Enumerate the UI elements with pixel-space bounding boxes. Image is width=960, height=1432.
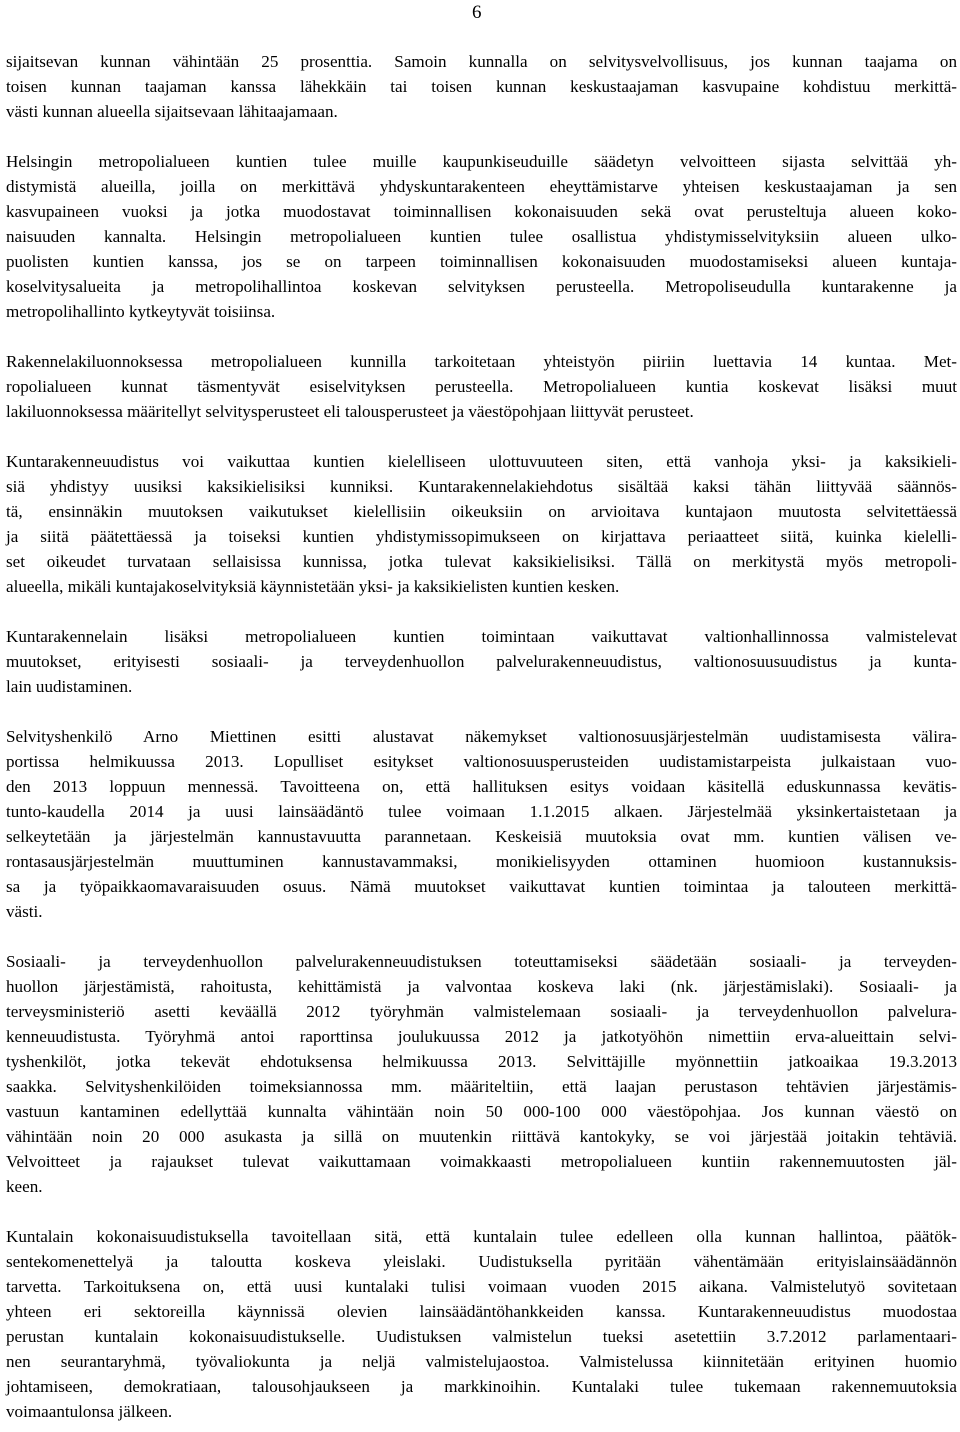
text-line: västi kunnan alueella sijaitsevaan lähitaajamaan. — [6, 102, 338, 121]
text-line: huollon järjestämistä, rahoitusta, kehittämistä ja valvontaa koskeva laki (nk. järjestämislaki). Sosiaali- ja — [6, 977, 957, 996]
text-line: Kuntarakenneuudistus voi vaikuttaa kuntien kielelliseen ulottuvuuteen siten, että vanhoja yksi- ja kaksikieli- — [6, 452, 957, 471]
text-line: johtamiseen, demokratiaan, talousohjaukseen ja markkinoihin. Kuntalaki tulee tukemaan rakennemuutoksia — [6, 1377, 957, 1396]
paragraph — [6, 1224, 957, 1424]
text-line: terveysministeriö asetti keväällä 2012 työryhmän valmistelemaan sosiaali- ja terveydenhuollon palvelura- — [6, 1002, 957, 1021]
text-line: ja siitä päätettäessä ja toiseksi kuntien yhdistymissopimukseen on kirjattava periaatteet siitä, kuinka kielelli- — [6, 527, 957, 546]
text-line: tyshenkilöt, jotka tekevät ehdotuksensa helmikuussa 2013. Selvittäjille myönnettiin jatkoaikaa 19.3.2013 — [6, 1052, 957, 1071]
text-line: naisuuden kannalta. Helsingin metropolialueen kuntien tulee osallistua yhdistymisselvityksiin alueen ulko- — [6, 227, 957, 246]
text-line: siä yhdistyy uusiksi kaksikielisiksi kunniksi. Kuntarakennelakiehdotus sisältää kaksi tähän liittyvää säännös- — [6, 477, 957, 496]
text-line: Kuntarakennelain lisäksi metropolialueen kuntien toimintaan vaikuttavat valtionhallinnossa valmistelevat — [6, 627, 957, 646]
text-line: Velvoitteet ja rajaukset tulevat vaikuttamaan voimakkaasti metropolialueen kuntiin rakennemuutosten jäl- — [6, 1152, 957, 1171]
text-line: Sosiaali- ja terveydenhuollon palvelurakenneuudistuksen toteuttamiseksi säädetään sosiaali- ja terveyden- — [6, 952, 957, 971]
text-line: tarvetta. Tarkoituksena on, että uusi kuntalaki tulisi voimaan vuoden 2015 aikana. Valmistelutyö sovitetaan — [6, 1277, 957, 1296]
paragraph — [6, 149, 957, 324]
text-line: koselvitysalueita ja metropolihallintoa koskevan selvityksen perusteella. Metropoliseudulla kuntarakenne ja — [6, 277, 957, 296]
text-line: perustan kuntalain kokonaisuudistukselle. Uudistuksen valmistelun tueksi asetettiin 3.7.2012 parlamentaari- — [6, 1327, 957, 1346]
text-line: den 2013 loppuun mennessä. Tavoitteena on, että hallituksen esitys voidaan käsitellä eduskunnassa kevätis- — [6, 777, 957, 796]
text-line: nen seurantaryhmä, työvaliokunta ja neljä valmistelujaostoa. Valmistelussa kiinnitetään erityinen huomio — [6, 1352, 957, 1371]
text-line: keen. — [6, 1177, 43, 1196]
text-line: tä, ensinnäkin muutoksen vaikutukset kielellisiin oikeuksiin on arvioitava kuntajaon muutosta selvitettäessä — [6, 502, 957, 521]
text-line: Rakennelakiluonnoksessa metropolialueen kunnilla tarkoitetaan yhteistyön piiriin luettavia 14 kuntaa. Met- — [6, 352, 957, 371]
text-line: lain uudistaminen. — [6, 677, 133, 696]
text-line: saakka. Selvityshenkilöiden toimeksiannossa mm. määriteltiin, että laajan perustason tehtävien järjestämis- — [6, 1077, 957, 1096]
text-line: lakiluonnoksessa määritellyt selvitysperusteet eli talousperusteet ja väestöpohjaan liittyvät perusteet. — [6, 402, 694, 421]
text-line: kasvupaineen vuoksi ja jotka muodostavat toiminnallisen kokonaisuuden sekä ovat perusteltuja alueen koko- — [6, 202, 957, 221]
text-line: muutokset, erityisesti sosiaali- ja terveydenhuollon palvelurakenneuudistus, valtionosuusuudistus ja kunta- — [6, 652, 957, 671]
text-line: set oikeudet turvataan sellaisissa kunnissa, jotka tulevat kaksikielisiksi. Tällä on merkitystä myös metropoli- — [6, 552, 957, 571]
text-line: selkeytetään ja järjestelmän kannustavuutta parannetaan. Keskeisiä muutoksia ovat mm. kuntien välisen ve- — [6, 827, 957, 846]
page-number: 6 — [472, 2, 482, 23]
text-line: vastuun kantaminen edellyttää kunnalta vähintään noin 50 000-100 000 väestöpohjaa. Jos kunnan väestö on — [6, 1102, 957, 1121]
paragraph — [6, 449, 957, 599]
paragraph — [6, 724, 957, 924]
text-line: sentekomenettelyä ja taloutta koskeva yleislaki. Uudistuksella pyritään vähentämään erityislainsäädännön — [6, 1252, 957, 1271]
text-line: puolisten kuntien kanssa, jos se on tarpeen toiminnallisen kokonaisuuden muodostamiseksi alueen kuntaja- — [6, 252, 957, 271]
paragraph — [6, 624, 957, 699]
text-line: kenneuudistusta. Työryhmä antoi raporttinsa joulukuussa 2012 ja jatkotyöhön nimettiin erva-alueittain selvi- — [6, 1027, 957, 1046]
text-line: västi. — [6, 902, 43, 921]
text-line: tunto-kaudella 2014 ja uusi lainsäädäntö tulee voimaan 1.1.2015 alkaen. Järjestelmää yksinkertaistetaan ja — [6, 802, 957, 821]
text-line: sijaitsevan kunnan vähintään 25 prosenttia. Samoin kunnalla on selvitysvelvollisuus, jos kunnan taajama on — [6, 52, 957, 71]
text-line: rontasausjärjestelmän muuttuminen kannustavammaksi, monikielisyyden ottaminen huomioon kustannuksis- — [6, 852, 957, 871]
paragraph — [6, 49, 957, 124]
text-line: Helsingin metropolialueen kuntien tulee muille kaupunkiseuduille säädetyn velvoitteen sijasta selvittää yh- — [6, 152, 957, 171]
text-line: yhteen eri sektoreilla käynnissä olevien lainsäädäntöhankkeiden kanssa. Kuntarakenneuudistus muodostaa — [6, 1302, 957, 1321]
document-body — [6, 49, 957, 1424]
paragraph — [6, 949, 957, 1199]
text-line: alueella, mikäli kuntajakoselvityksiä käynnistetään yksi- ja kaksikielisten kuntien kesken. — [6, 577, 620, 596]
text-line: portissa helmikuussa 2013. Lopulliset esitykset valtionosuusperusteiden uudistamistarpeista julkaistaan vuo- — [6, 752, 957, 771]
paragraph — [6, 349, 957, 424]
text-line: toisen kunnan taajaman kanssa lähekkäin tai toisen kunnan keskustaajaman kasvupaine kohdistuu merkittä- — [6, 77, 957, 96]
text-line: distymistä alueilla, joilla on merkittävä yhdyskuntarakenteen eheyttämistarve yhteisen keskustaajaman ja sen — [6, 177, 957, 196]
text-line: sa ja työpaikkaomavaraisuuden osuus. Nämä muutokset vaikuttavat kuntien toimintaa ja talouteen merkittä- — [6, 877, 957, 896]
text-line: Selvityshenkilö Arno Miettinen esitti alustavat näkemykset valtionosuusjärjestelmän uudistamisesta välira- — [6, 727, 957, 746]
text-line: voimaantulonsa jälkeen. — [6, 1402, 173, 1421]
text-line: metropolihallinto kytkeytyvät toisiinsa. — [6, 302, 276, 321]
text-line: ropolialueen kunnat täsmentyvät esiselvityksen perusteella. Metropolialueen kuntia koskevat lisäksi muut — [6, 377, 957, 396]
text-line: Kuntalain kokonaisuudistuksella tavoitellaan sitä, että kuntalain tulee edelleen olla kunnan hallintoa, päätök- — [6, 1227, 957, 1246]
text-line: vähintään noin 20 000 asukasta ja sillä on muutenkin riittävä kantokyky, se voi järjestää joitakin tehtäviä. — [6, 1127, 957, 1146]
